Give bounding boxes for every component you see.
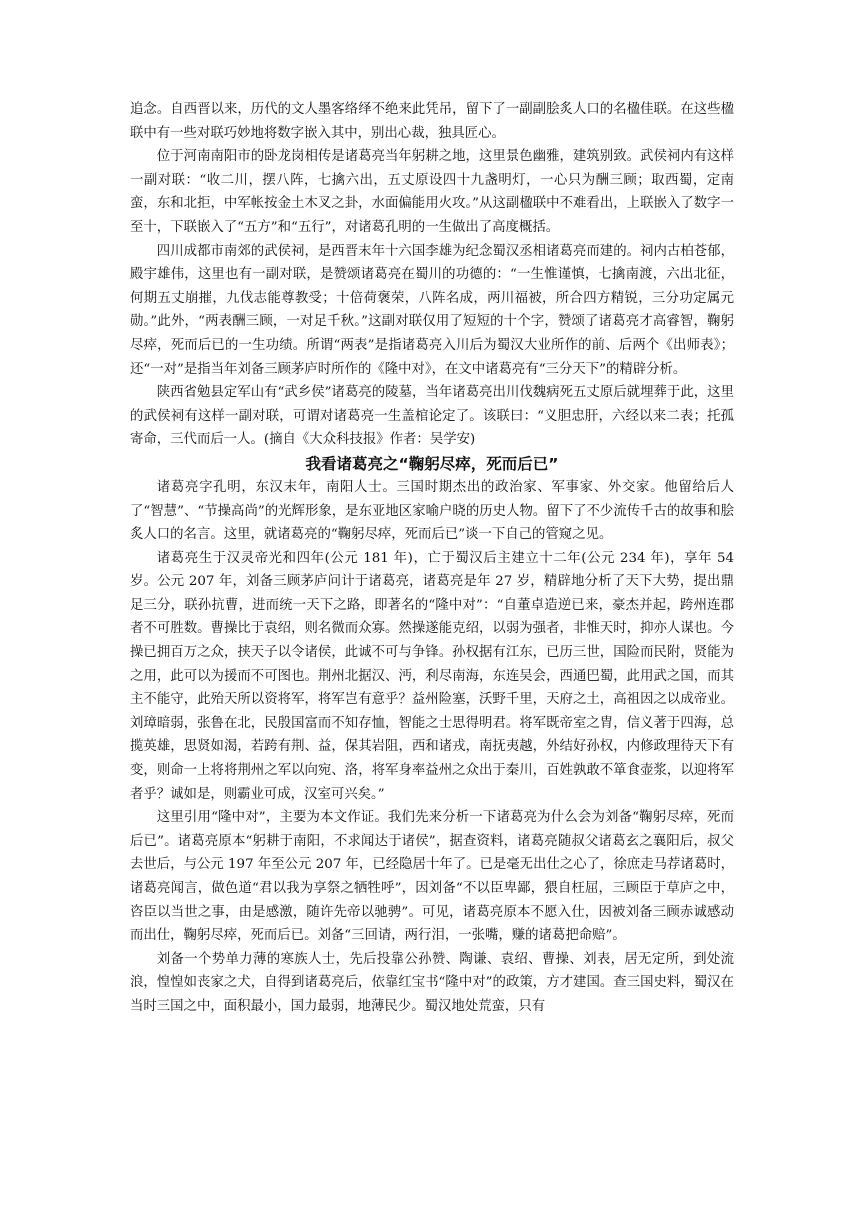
paragraph: 这里引用“隆中对”，主要为本文作证。我们先来分析一下诸葛亮为什么会为刘备“鞠躬尽瘁，死而后已”。诸葛亮原本“躬耕于南阳，不求闻达于诸侯”，据查资料，诸葛亮随叔父诸葛玄之襄阳后，叔父去世后，与公元 197 年至公元 207 年，已经隐居十年了。已是毫无出仕之心了，徐庶走马荐诸葛时，诸葛亮闻言，做色道“君以我为享祭之牺牲呼”，因刘备“不以臣卑鄙，猥自枉屈，三顾臣于草庐之中，咨臣以当世之事，由是感激，随许先帝以驰骋”。可见，诸葛亮原本不愿入仕，因被刘备三顾赤诚感动而出仕，鞠躬尽瘁，死而后已。刘备“三回请，两行泪，一张嘴，赚的诸葛把命赔”。 [130, 810, 734, 944]
section-title: 我看诸葛亮之“鞠躬尽瘁，死而后已” [305, 454, 559, 473]
paragraph: 陕西省勉县定军山有“武乡侯”诸葛亮的陵墓，当年诸葛亮出川伐魏病死五丈原后就埋葬于此，这里的武侯祠有这样一副对联，可谓对诸葛亮一生盖棺论定了。该联曰：“义胆忠肝，六经以来二表；托孤寄命，三代而后一人。(摘自《大众科技报》作者：吴学安) [130, 385, 734, 448]
paragraph: 位于河南南阳市的卧龙岗相传是诸葛亮当年躬耕之地，这里景色幽雅，建筑别致。武侯祠内有这样一副对联：“收二川，摆八阵，七擒六出，五丈原设四十九盏明灯，一心只为酬三顾；取西蜀，定南蛮，东和北拒，中军帐按金土木叉之卦，水面偏能用火攻。”从这副楹联中不难看出，上联嵌入了数字一至十，下联嵌入了“五方”和“五行”，对诸葛孔明的一生做出了高度概括。 [130, 149, 734, 235]
paragraph: 追念。自西晋以来，历代的文人墨客络绎不绝来此凭吊，留下了一副副脍炙人口的名楹佳联。在这些楹联中有一些对联巧妙地将数字嵌入其中，别出心裁，独具匠心。 [130, 102, 734, 141]
paragraph: 刘备一个势单力薄的寒族人士，先后投靠公孙赞、陶谦、袁绍、曹操、刘表，居无定所，到处流浪，惶惶如丧家之犬，自得到诸葛亮后，依靠红宝书“隆中对”的政策，方才建国。查三国史料，蜀汉在当时三国之中，面积最小，国力最弱，地薄民少。蜀汉地处荒蛮，只有 [130, 951, 734, 1014]
paragraph: 诸葛亮生于汉灵帝光和四年(公元 181 年)，亡于蜀汉后主建立十二年(公元 234 年)，享年 54 岁。公元 207 年，刘备三顾茅庐问计于诸葛亮，诸葛亮是年 27 岁，精辟地分析了天下大势，提出鼎足三分，联孙抗曹，进而统一天下之路，即著名的“隆中对”：“自董卓造逆已来，豪杰并起，跨州连郡者不可胜数。曹操比于袁绍，则名微而众寡。然操遂能克绍，以弱为强者，非惟天时，抑亦人谋也。今操已拥百万之众，挟天子以令诸侯，此诚不可与争锋。孙权据有江东，已历三世，国险而民附，贤能为之用，此可以为援而不可图也。荆州北据汉、沔，利尽南海，东连吴会，西通巴蜀，此用武之国，而其主不能守，此殆天所以资将军，将军岂有意乎？益州险塞，沃野千里，天府之土，高祖因之以成帝业。刘璋暗弱，张鲁在北，民殷国富而不知存恤，智能之士思得明君。将军既帝室之胄，信义著于四海，总揽英雄，思贤如渴，若跨有荆、益，保其岩阻，西和诸戎，南抚夷越，外结好孙权，内修政理待天下有变，则命一上将将荆州之军以向宛、洛，将军身率益州之众出于秦川，百姓孰敢不箪食壶浆，以迎将军者乎？诚如是，则霸业可成，汉室可兴矣。” [130, 550, 734, 802]
paragraph: 诸葛亮字孔明，东汉末年，南阳人士。三国时期杰出的政治家、军事家、外交家。他留给后人了“智慧”、“节操高尚”的光辉形象，是东亚地区家喻户晓的历史人物。留下了不少流传千古的故事和脍炙人口的名言。这里，就诸葛亮的“鞠躬尽瘁，死而后已”谈一下自己的管窥之见。 [130, 479, 734, 543]
paragraph: 四川成都市南郊的武侯祠，是西晋末年十六国李雄为纪念蜀汉丞相诸葛亮而建的。祠内古柏苍郁，殿宇雄伟，这里也有一副对联，是赞颂诸葛亮在蜀川的功德的：“一生惟谨慎，七擒南渡，六出北征，何期五丈崩摧，九伐志能尊教受；十倍荷褒荣，八阵名成，两川福被，所合四方精锐，三分功定属元勋。”此外，“两表酬三顾，一对足千秋。”这副对联仅用了短短的十个字，赞颂了诸葛亮才高睿智，鞠躬尽瘁，死而后已的一生功绩。所谓“两表”是指诸葛亮入川后为蜀汉大业所作的前、后两个《出师表》；还“一对”是指当年刘备三顾茅庐时所作的《隆中对》，在文中诸葛亮有“三分天下”的精辟分析。 [130, 243, 734, 377]
